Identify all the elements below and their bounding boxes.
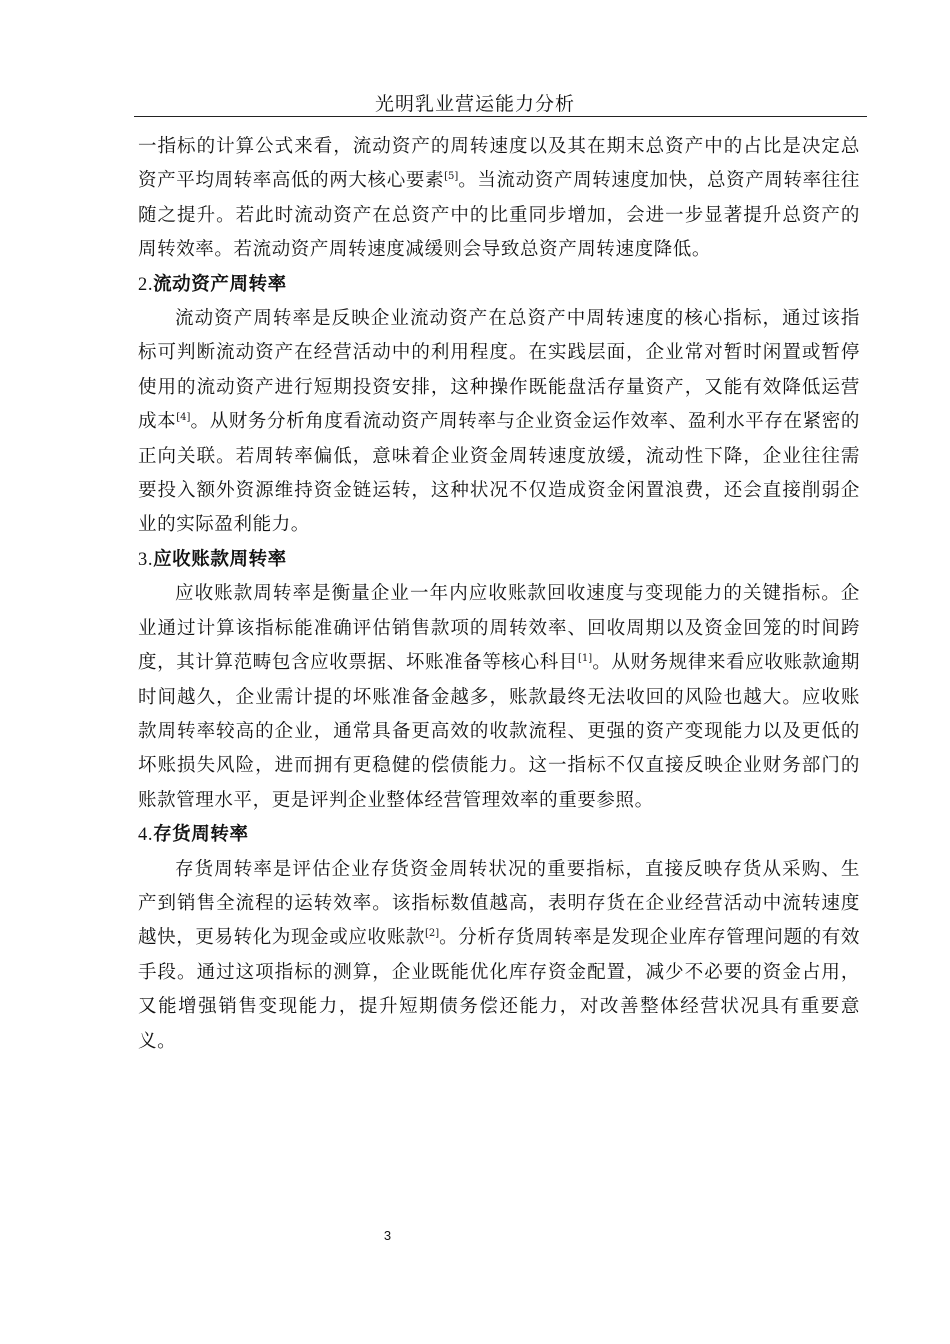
intro-paragraph xyxy=(138,130,860,268)
section-2-paragraph xyxy=(138,302,860,543)
page-number: 3 xyxy=(383,1228,392,1243)
citation-ref: [5] xyxy=(444,171,459,183)
section-number: 2. xyxy=(138,274,154,295)
section-title: 应收账款周转率 xyxy=(153,548,287,570)
paragraph-text-part1: 存货周转率是评估企业存货资金周转状况的重要指标，直接反映存货从采购、生产到销售全流程的运转效率。该指标数值越高，表明存货在企业经营活动中流转速度越快，更易转化为现金或应收账款 xyxy=(138,858,860,949)
body-text xyxy=(138,130,860,1059)
intro-text-part2: 。当流动资产周转速度加快，总资产周转率往往随之提升。若此时流动资产在总资产中的比重同步增加，会进一步显著提升总资产的周转效率。若流动资产周转速度减缓则会导致总资产周转速度降低。 xyxy=(138,170,860,261)
section-heading-3 xyxy=(138,543,860,577)
citation-ref: [1] xyxy=(578,652,593,664)
citation-ref: [2] xyxy=(424,928,440,940)
section-title: 流动资产周转率 xyxy=(153,273,287,295)
section-number: 4. xyxy=(138,825,154,846)
section-title: 存货周转率 xyxy=(153,824,249,846)
section-4-paragraph xyxy=(138,853,860,1059)
paragraph-text-part1: 流动资产周转率是反映企业流动资产在总资产中周转速度的核心指标，通过该指标可判断流动资产在经营活动中的利用程度。在实践层面，企业常对暂时闲置或暂停使用的流动资产进行短期投资安排，这种操作既能盘活存量资产，又能有效降低运营成本 xyxy=(138,308,860,433)
citation-ref: [4] xyxy=(176,412,191,424)
paragraph-text-part1: 应收账款周转率是衡量企业一年内应收账款回收速度与变现能力的关键指标。企业通过计算该指标能准确评估销售款项的周转效率、回收周期以及资金回笼的时间跨度，其计算范畴包含应收票据、坏账准备等核心科目 xyxy=(138,583,860,674)
intro-text-part1: 一指标的计算公式来看，流动资产的周转速度以及其在期末总资产中的占比是决定总资产平均周转率高低的两大核心要素 xyxy=(138,136,860,192)
section-number: 3. xyxy=(138,549,154,570)
running-header-title: 光明乳业营运能力分析 xyxy=(374,93,575,115)
paragraph-text-part2: 。从财务规律来看应收账款逾期时间越久，企业需计提的坏账准备金越多，账款最终无法收回的风险也越大。应收账款周转率较高的企业，通常具备更高效的收款流程、更强的资产变现能力以及更低的坏账损失风险，进而拥有更稳健的偿债能力。这一指标不仅直接反映企业财务部门的账款管理水平，更是评判企业整体经营管理效率的重要参照。 xyxy=(138,652,860,811)
section-heading-4 xyxy=(138,818,860,852)
section-3-paragraph xyxy=(138,577,860,818)
paragraph-text-part2: 。分析存货周转率是发现企业库存管理问题的有效手段。通过这项指标的测算，企业既能优化库存资金配置，减少不必要的资金占用，又能增强销售变现能力，提升短期债务偿还能力，对改善整体经营状况具有重要意义。 xyxy=(138,927,860,1052)
header-divider xyxy=(134,116,867,117)
section-heading-2 xyxy=(138,268,860,302)
paragraph-text-part2: 。从财务分析角度看流动资产周转率与企业资金运作效率、盈利水平存在紧密的正向关联。若周转率偏低，意味着企业资金周转速度放缓，流动性下降，企业往往需要投入额外资源维持资金链运转，这种状况不仅造成资金闲置浪费，还会直接削弱企业的实际盈利能力。 xyxy=(138,411,860,536)
